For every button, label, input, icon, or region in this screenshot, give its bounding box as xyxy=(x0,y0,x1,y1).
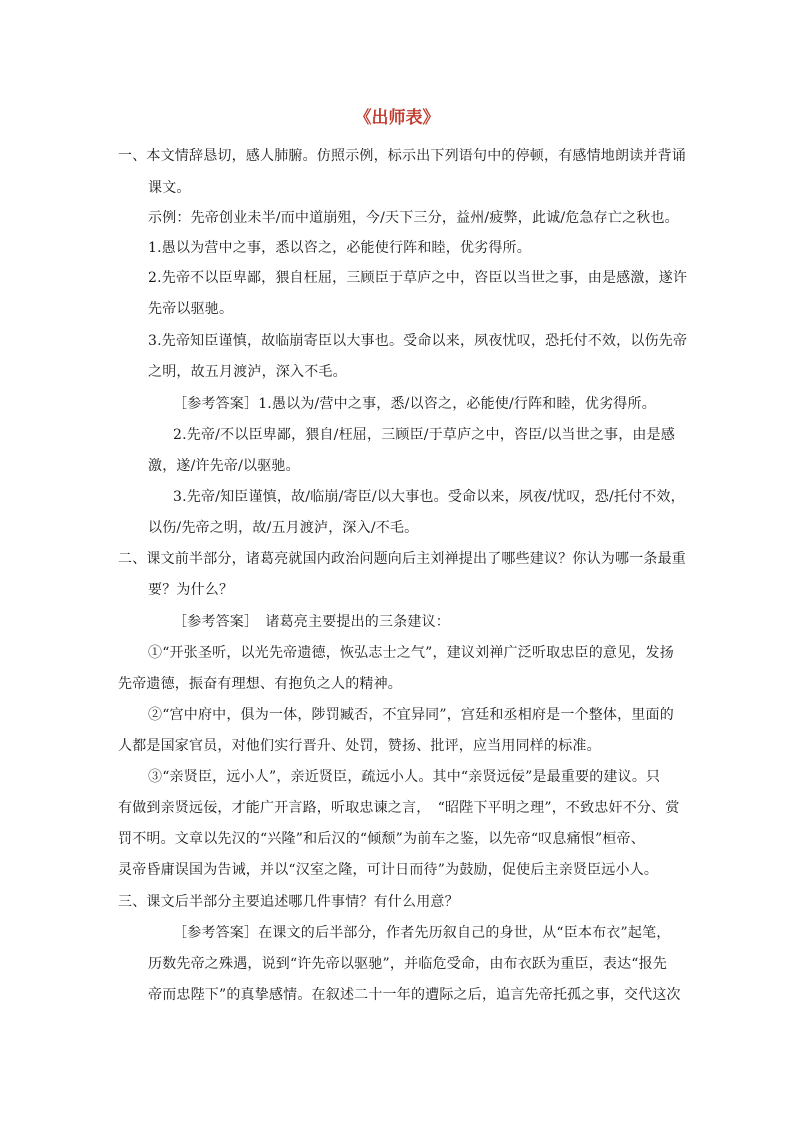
answer-line: ②“宫中府中，俱为一体，陟罚臧否，不宜异同”，宫廷和丞相府是一个整体，里面的 xyxy=(148,707,674,723)
text-line: 先帝以驱驰。 xyxy=(148,301,234,317)
answer-line: 3.先帝/知臣谨慎，故/临崩/寄臣/以大事也。受命以来，夙夜/忧叹，恐/托付不效， xyxy=(173,489,685,505)
answer-line: 人都是国家官员，对他们实行晋升、处罚，赞扬、批评，应当用同样的标准。 xyxy=(118,738,601,754)
text-line: 示例：先帝创业未半/而中道崩殂，今/天下三分，益州/疲弊，此诚/危急存亡之秋也。 xyxy=(148,210,679,226)
text-line: 2.先帝不以臣卑鄙，猥自枉屈，三顾臣于草庐之中，咨臣以当世之事，由是感激，遂许 xyxy=(148,270,688,286)
answer-line: ［参考答案］1.愚以为/营中之事，悉/以咨之，必能使/行阵和睦，优劣得所。 xyxy=(173,396,656,412)
answer-line: 激，遂/许先帝/以驱驰。 xyxy=(148,458,300,474)
text-line: 一、本文情辞恳切，感人肺腑。仿照示例，标示出下列语句中的停顿，有感情地朗读并背诵 xyxy=(118,148,686,164)
text-line: 之明，故五月渡泸，深入不毛。 xyxy=(148,364,347,380)
text-line: 课文。 xyxy=(148,180,191,196)
answer-line: ［参考答案］在课文的后半部分，作者先历叙自己的身世，从“臣本布衣”起笔， xyxy=(173,925,671,941)
answer-line: ［参考答案］ 诸葛亮主要提出的三条建议： xyxy=(173,614,450,630)
text-line: 3.先帝知臣谨慎，故临崩寄臣以大事也。受命以来，夙夜忧叹，恐托付不效，以伤先帝 xyxy=(148,333,688,349)
question-line: 二、课文前半部分，诸葛亮就国内政治问题向后主刘禅提出了哪些建议？你认为哪一条最重 xyxy=(118,551,686,567)
answer-line: 以伤/先帝之明，故/五月渡泸，深入/不毛。 xyxy=(148,520,419,536)
question-line: 要？为什么？ xyxy=(148,582,234,598)
answer-line: 罚不明。文章以先汉的“兴隆”和后汉的“倾颓”为前车之鉴，以先帝“叹息痛恨”桓帝、 xyxy=(118,831,645,847)
answer-line: 有做到亲贤远佞，才能广开言路，听取忠谏之言， “昭陛下平明之理”，不致忠奸不分、赏 xyxy=(118,800,680,816)
answer-line: ①“开张圣听，以光先帝遗德，恢弘志士之气”，建议刘禅广泛听取忠臣的意见，发扬 xyxy=(148,645,674,661)
text-line: 1.愚以为营中之事，悉以咨之，必能使行阵和睦，优劣得所。 xyxy=(148,240,531,256)
answer-line: 历数先帝之殊遇，说到“许先帝以驱驰”，并临危受命，由布衣跃为重臣，表达“报先 xyxy=(148,956,668,972)
document-title: 《出师表》 xyxy=(354,108,440,128)
answer-line: 灵帝昏庸误国为告诫，并以“汉室之隆，可计日而待”为鼓励，促使后主亲贤臣远小人。 xyxy=(118,862,659,878)
answer-line: 先帝遗德，振奋有理想、有抱负之人的精神。 xyxy=(118,676,402,692)
answer-line: ③“亲贤臣，远小人”，亲近贤臣，疏远小人。其中“亲贤远佞”是最重要的建议。只 xyxy=(148,769,661,785)
answer-line: 帝而忠陛下”的真挚感情。在叙述二十一年的遭际之后，追言先帝托孤之事，交代这次 xyxy=(148,987,681,1003)
question-line: 三、课文后半部分主要追述哪几件事情？有什么用意？ xyxy=(118,894,459,910)
answer-line: 2.先帝/不以臣卑鄙，猥自/枉屈，三顾臣/于草庐之中，咨臣/以当世之事，由是感 xyxy=(173,427,676,443)
